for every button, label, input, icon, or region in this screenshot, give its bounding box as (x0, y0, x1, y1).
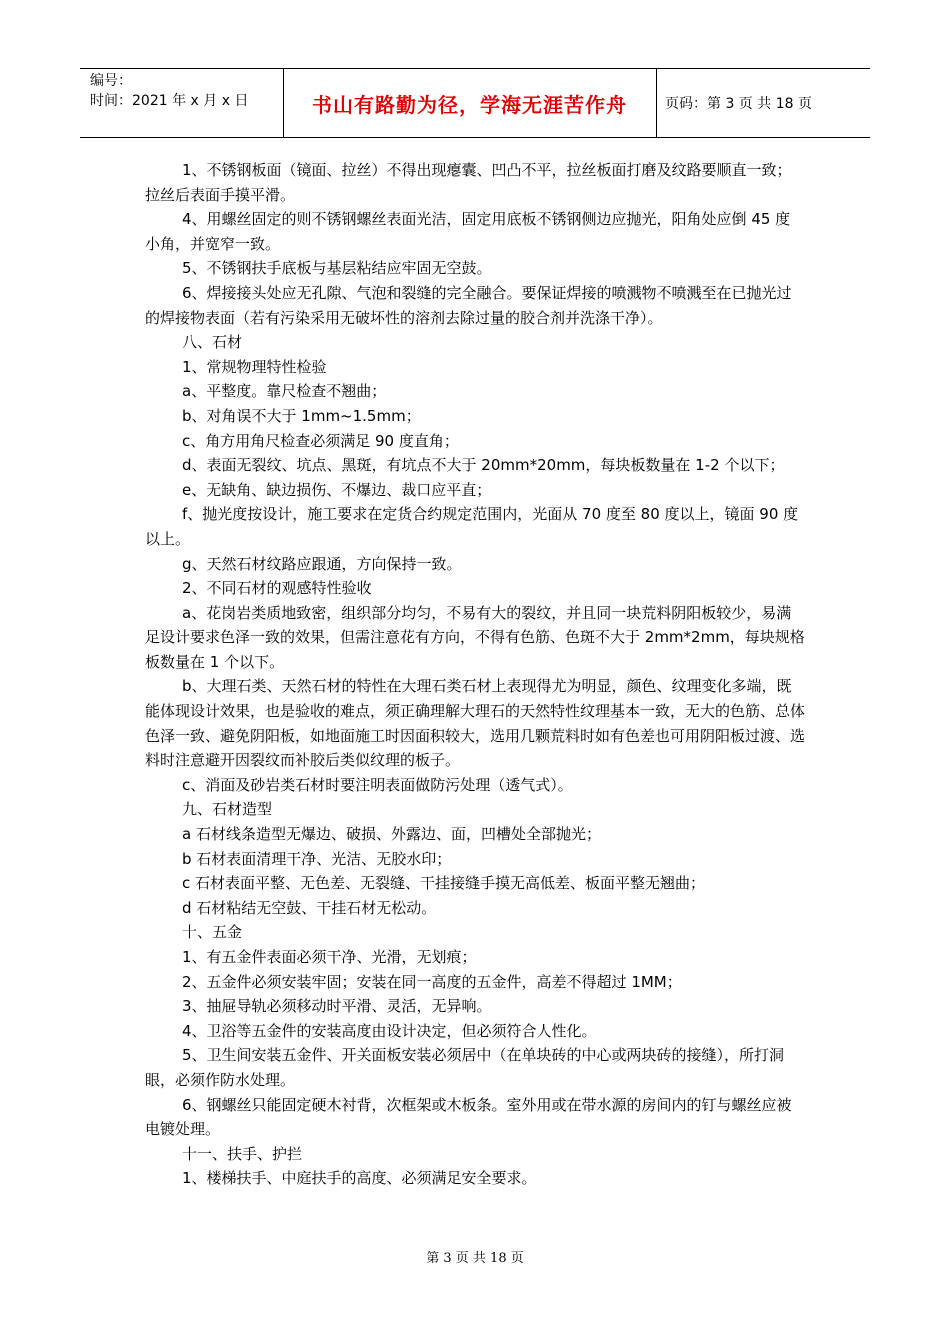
body-paragraph: a、平整度。靠尺检查不翘曲； (182, 382, 387, 401)
body-paragraph: 6、焊接接头处应无孔隙、气泡和裂缝的完全融合。要保证焊接的喷溅物不喷溅至在已抛光过的焊接物表面（若有污染采用无破坏性的溶剂去除过量的胶合剂并洗涤干净）。 (145, 283, 792, 327)
body-paragraph: b、对角误不大于 1mm~1.5mm； (182, 406, 421, 425)
header-divider-right (656, 69, 657, 137)
page-header (80, 68, 870, 138)
body-paragraph: 4、用螺丝固定的则不锈钢螺丝表面光洁，固定用底板不锈钢侧边应抛光，阳角处应倒 45 度小角，并宽窄一致。 (145, 210, 791, 253)
body-paragraph: g、天然石材纹路应跟通，方向保持一致。 (182, 554, 462, 573)
body-paragraph: 6、钢螺丝只能固定硬木衬背，次框架或木板条。室外用或在带水源的房间内的钉与螺丝应被电镀处理。 (145, 1095, 792, 1139)
body-paragraph: d、表面无裂纹、坑点、黑斑，有坑点不大于 20mm*20mm，每块板数量在 1-2 个以下； (182, 456, 785, 475)
header-motto: 书山有路勤为径，学海无涯苦作舟 (312, 92, 627, 117)
body-paragraph: a 石材线条造型无爆边、破损、外露边、面，凹槽处全部抛光； (182, 825, 601, 844)
body-paragraph: c 石材表面平整、无色差、无裂缝、干挂接缝手摸无高低差、板面平整无翘曲； (182, 874, 706, 893)
body-paragraph: 5、不锈钢扶手底板与基层粘结应牢固无空鼓。 (182, 259, 492, 278)
header-left-cell (90, 71, 248, 111)
body-paragraph: a、花岗岩类质地致密，组织部分均匀，不易有大的裂纹，并且同一块荒料阴阳板较少，易满足设计要求色泽一致的效果，但需注意花有方向，不得有色筋、色斑不大于 2mm*2mm，每块规格板数量在 1 个以下。 (145, 603, 805, 671)
body-paragraph: 1、不锈钢板面（镜面、拉丝）不得出现瘪囊、凹凸不平，拉丝板面打磨及纹路要顺直一致；拉丝后表面手摸平滑。 (145, 161, 792, 204)
body-paragraph: 十一、扶手、护拦 (182, 1144, 303, 1163)
body-paragraph: 九、石材造型 (182, 800, 273, 819)
body-paragraph: 十、五金 (182, 923, 243, 942)
page-footer: 第 3 页 共 18 页 (426, 1251, 524, 1266)
body-paragraph: 2、不同石材的观感特性验收 (182, 579, 372, 598)
body-paragraph: 1、常规物理特性检验 (182, 357, 327, 376)
body-paragraph: 2、五金件必须安装牢固；安装在同一高度的五金件，高差不得超过 1MM； (182, 972, 682, 991)
body-paragraph: d 石材粘结无空鼓、干挂石材无松动。 (182, 898, 437, 917)
body-paragraph: b、大理石类、天然石材的特性在大理石类石材上表现得尤为明显，颜色、纹理变化多端，既能体现设计效果，也是验收的难点，须正确理解大理石的天然特性纹理基本一致，无大的色筋、总体色泽一致、避免阴阳板，如地面施工时因面积较大，选用几颗荒料时如有色差也可用阴阳板过渡、选料时注意避开因裂纹而补胶后类似纹理的板子。 (145, 677, 806, 770)
body-paragraph: f、抛光度按设计，施工要求在定货合约规定范围内，光面从 70 度至 80 度以上，镜面 90 度以上。 (145, 505, 799, 548)
body-paragraph: c、角方用角尺检查必须满足 90 度直角； (182, 431, 459, 450)
body-paragraph: e、无缺角、缺边损伤、不爆边、裁口应平直； (182, 480, 492, 499)
body-paragraph: 1、楼梯扶手、中庭扶手的高度、必须满足安全要求。 (182, 1169, 537, 1188)
document-date: 时间：2021 年 x 月 x 日 (90, 93, 249, 109)
body-paragraph: b 石材表面清理干净、光洁、无胶水印； (182, 849, 452, 868)
body-paragraph: 3、抽屉导轨必须移动时平滑、灵活，无异响。 (182, 997, 492, 1016)
body-paragraph: 5、卫生间安装五金件、开关面板安装必须居中（在单块砖的中心或两块砖的接缝），所打洞眼，必须作防水处理。 (145, 1046, 785, 1089)
body-paragraph: 1、有五金件表面必须干净、光滑，无划痕； (182, 948, 477, 966)
body-paragraph: 4、卫浴等五金件的安装高度由设计决定，但必须符合人性化。 (182, 1021, 597, 1040)
body-paragraph: 八、石材 (182, 333, 243, 352)
document-body (145, 158, 805, 1191)
body-paragraph: c、消面及砂岩类石材时要注明表面做防污处理（透气式）。 (182, 775, 573, 794)
header-page-info: 页码：第 3 页 共 18 页 (665, 96, 812, 112)
document-number-label: 编号： (90, 73, 132, 89)
